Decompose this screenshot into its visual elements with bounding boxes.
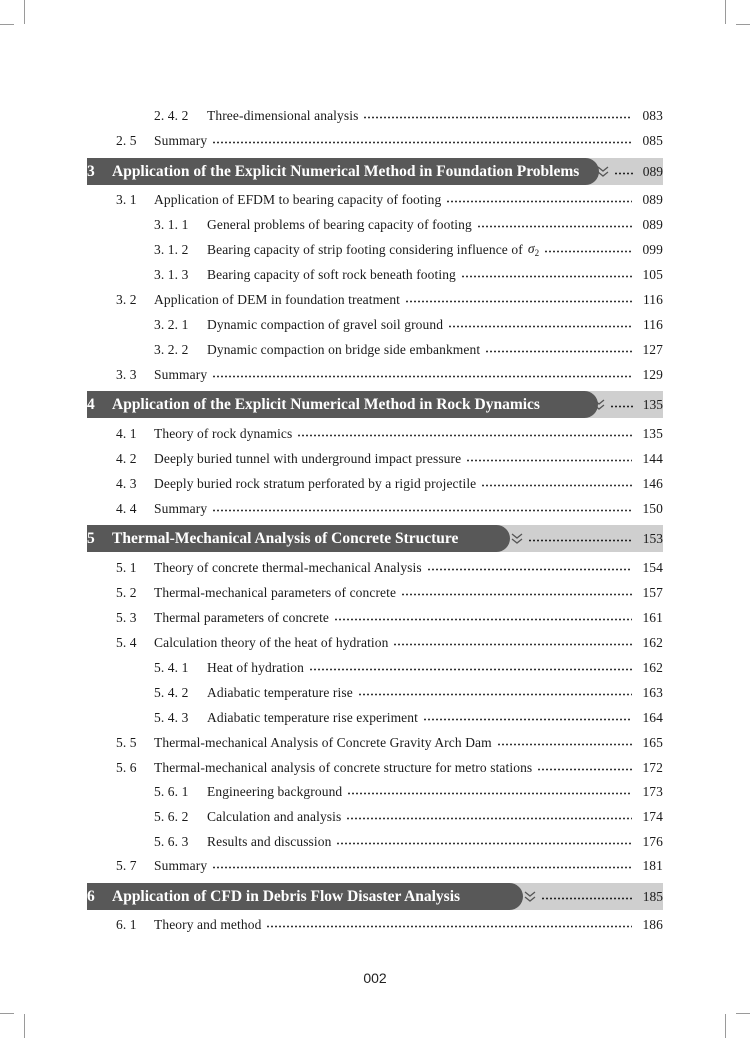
entry-title: Application of DEM in foundation treatment [154,291,401,307]
entry-title: Theory of concrete thermal-mechanical Analysis [154,559,422,575]
entry-title: Bearing capacity of soft rock beneath footing [207,266,456,282]
chapter-title: Application of the Explicit Numerical Method in Rock Dynamics [112,395,540,413]
entry-title: Dynamic compaction on bridge side embankment [207,341,481,357]
crop-mark [24,1014,25,1038]
entry-page-number: 165 [642,734,663,750]
dot-leader [481,484,632,487]
subsection-entry[interactable] [154,655,663,680]
dot-leader [212,375,632,378]
entry-number: 3. 2. 1 [154,316,189,332]
entry-number: 3. 2 [116,291,137,307]
dot-leader [497,743,632,746]
chapter-heading-4[interactable] [87,391,663,418]
entry-number: 3. 3 [116,366,137,382]
subsection-entry[interactable] [154,804,663,829]
entry-title: Summary [154,500,208,516]
symbol-subscript: 2 [534,248,540,258]
dot-leader [405,300,632,303]
entry-title: Theory of rock dynamics [154,425,293,441]
entry-title: Results and discussion [207,833,332,849]
entry-title: Adiabatic temperature rise experiment [207,709,418,725]
chapter-title-band [87,158,599,185]
entry-number: 3. 1. 1 [154,216,189,232]
entry-page-number: 085 [642,132,663,148]
entry-title: Calculation and analysis [207,808,342,824]
entry-number: 5. 4. 1 [154,659,189,675]
chapter-page-area [596,158,663,185]
entry-number: 5. 2 [116,584,137,600]
chapter-number: 5 [87,529,95,547]
entry-number: 3. 1. 2 [154,241,189,257]
section-entry[interactable] [116,362,663,387]
entry-page-number: 105 [642,266,663,282]
section-entry[interactable] [116,187,663,212]
entry-page-number: 089 [642,191,663,207]
section-entry[interactable] [116,421,663,446]
dot-leader [544,250,632,253]
entry-title: Deeply buried rock stratum perforated by a rigid projectile [154,475,477,491]
crop-mark [736,24,750,25]
page-number: 002 [363,970,387,986]
chapter-page-number: 153 [642,530,663,546]
entry-page-number: 157 [642,584,663,600]
section-entry[interactable] [116,471,663,496]
section-entry[interactable] [116,496,663,521]
entry-page-number: 150 [642,500,663,516]
section-entry[interactable] [116,128,663,153]
dot-leader [477,225,632,228]
subsection-entry[interactable] [154,312,663,337]
dot-leader [266,925,632,928]
entry-page-number: 176 [642,833,663,849]
entry-number: 5. 6. 1 [154,783,189,799]
entry-title: Dynamic compaction of gravel soil ground [207,316,444,332]
chapter-page-area [510,525,663,552]
entry-title: Application of EFDM to bearing capacity of footing [154,191,442,207]
entry-title: Thermal-mechanical analysis of concrete structure for metro stations [154,759,533,775]
entry-page-number: 127 [642,341,663,357]
dot-leader [212,509,632,512]
entry-page-number: 174 [642,808,663,824]
chapter-number: 6 [87,887,95,905]
section-entry[interactable] [116,287,663,312]
entry-number: 5. 4. 2 [154,684,189,700]
dot-leader [346,817,632,820]
entry-title: Thermal-mechanical Analysis of Concrete Gravity Arch Dam [154,734,492,750]
entry-number: 2. 5 [116,132,137,148]
entry-title: General problems of bearing capacity of footing [207,216,472,232]
entry-title: Deeply buried tunnel with underground impact pressure [154,450,462,466]
entry-number: 4. 3 [116,475,137,491]
entry-number: 5. 1 [116,559,137,575]
chapter-title-band [87,391,598,418]
dot-leader [614,172,633,175]
entry-title: Heat of hydration [207,659,304,675]
entry-number: 5. 6. 2 [154,808,189,824]
crop-mark [725,1014,726,1038]
subsection-entry[interactable] [154,103,663,128]
entry-number: 4. 4 [116,500,137,516]
entry-page-number: 154 [642,559,663,575]
chapter-title: Application of CFD in Debris Flow Disaster Analysis [112,887,461,905]
subsection-entry[interactable] [154,705,663,730]
section-entry[interactable] [116,555,663,580]
dot-leader [461,275,632,278]
entry-page-number: 162 [642,659,663,675]
entry-number: 5. 6 [116,759,137,775]
dot-leader [401,593,632,596]
chapter-title-band [87,883,523,910]
chapter-page-area [523,883,663,910]
entry-number: 5. 3 [116,609,137,625]
entry-page-number: 181 [642,857,663,873]
crop-mark [24,0,25,24]
entry-page-number: 162 [642,634,663,650]
section-entry[interactable] [116,580,663,605]
entry-title: Three-dimensional analysis [207,107,359,123]
dot-leader [336,842,632,845]
dot-leader [448,325,632,328]
entry-page-number: 083 [642,107,663,123]
entry-number: 5. 4 [116,634,137,650]
entry-number: 3. 2. 2 [154,341,189,357]
subsection-entry[interactable] [154,680,663,705]
entry-page-number: 116 [642,291,663,307]
subsection-entry[interactable] [154,237,663,262]
section-entry[interactable] [116,853,663,878]
section-entry[interactable] [116,446,663,471]
dot-leader [537,768,632,771]
chapter-heading-3[interactable] [87,158,663,185]
entry-page-number: 099 [642,241,663,257]
chapter-page-area [592,391,663,418]
symbol: σ [527,241,535,256]
entry-page-number: 116 [642,316,663,332]
chapter-page-number: 089 [642,163,663,179]
entry-page-number: 164 [642,709,663,725]
section-entry[interactable] [116,912,663,937]
entry-page-number: 144 [642,450,663,466]
entry-page-number: 173 [642,783,663,799]
crop-mark [725,0,726,24]
subsection-entry[interactable] [154,262,663,287]
entry-number: 5. 7 [116,857,137,873]
dot-leader [297,434,632,437]
crop-mark [0,1013,14,1014]
entry-number: 3. 1 [116,191,137,207]
crop-mark [0,24,14,25]
dot-leader [427,568,632,571]
entry-page-number: 172 [642,759,663,775]
dot-leader [212,141,632,144]
chapter-heading-5[interactable] [87,525,663,552]
section-entry[interactable] [116,605,663,630]
chapter-title: Application of the Explicit Numerical Method in Foundation Problems [112,162,580,180]
entry-page-number: 161 [642,609,663,625]
entry-page-number: 089 [642,216,663,232]
dot-leader [334,618,632,621]
entry-title: Summary [154,366,208,382]
dot-leader [446,200,632,203]
entry-title: Theory and method [154,916,262,932]
subsection-entry[interactable] [154,212,663,237]
entry-number: 2. 4. 2 [154,107,189,123]
entry-page-number: 129 [642,366,663,382]
chapter-page-number: 185 [642,888,663,904]
double-chevron-down-icon [523,890,537,904]
section-entry[interactable] [116,730,663,755]
sigma-symbol [528,241,539,258]
entry-page-number: 186 [642,916,663,932]
entry-number: 5. 4. 3 [154,709,189,725]
chapter-heading-6[interactable] [87,883,663,910]
dot-leader [466,459,632,462]
crop-mark [736,1013,750,1014]
chapter-number: 4 [87,395,95,413]
subsection-entry[interactable] [154,829,663,854]
entry-page-number: 146 [642,475,663,491]
entry-title: Engineering background [207,783,343,799]
dot-leader [610,405,633,408]
subsection-entry[interactable] [154,337,663,362]
entry-page-number: 163 [642,684,663,700]
entry-page-number: 135 [642,425,663,441]
subsection-entry[interactable] [154,779,663,804]
chapter-number: 3 [87,162,95,180]
dot-leader [363,116,632,119]
entry-title: Thermal-mechanical parameters of concrete [154,584,397,600]
section-entry[interactable] [116,755,663,780]
section-entry[interactable] [116,630,663,655]
entry-title: Calculation theory of the heat of hydration [154,634,389,650]
dot-leader [212,866,632,869]
entry-number: 4. 1 [116,425,137,441]
double-chevron-down-icon [596,165,610,179]
entry-number: 5. 6. 3 [154,833,189,849]
chapter-title: Thermal-Mechanical Analysis of Concrete Structure [112,529,459,547]
dot-leader [309,668,632,671]
entry-number: 6. 1 [116,916,137,932]
entry-number: 5. 5 [116,734,137,750]
entry-title: Bearing capacity of strip footing considering influence of [207,241,523,257]
dot-leader [528,539,633,542]
dot-leader [358,693,632,696]
entry-title: Adiabatic temperature rise [207,684,353,700]
dot-leader [485,350,632,353]
double-chevron-down-icon [592,398,606,412]
double-chevron-down-icon [510,532,524,546]
dot-leader [423,718,632,721]
chapter-title-band [87,525,510,552]
entry-number: 3. 1. 3 [154,266,189,282]
dot-leader [541,897,633,900]
entry-title: Summary [154,132,208,148]
dot-leader [393,643,632,646]
entry-title: Thermal parameters of concrete [154,609,330,625]
entry-title: Summary [154,857,208,873]
entry-number: 4. 2 [116,450,137,466]
dot-leader [347,792,632,795]
chapter-page-number: 135 [642,396,663,412]
